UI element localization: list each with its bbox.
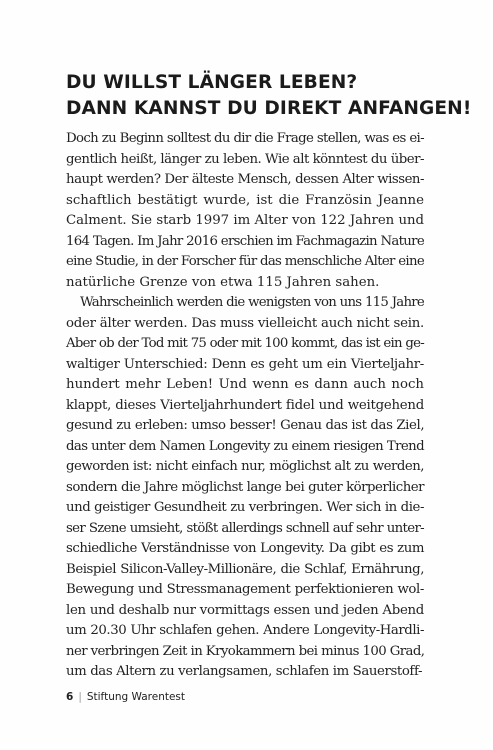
text-line: sondern die Jahre möglichst lange bei guter körperlicher: [66, 479, 424, 495]
text-line: schaftlich bestätigt wurde, ist die Französin Jeanne: [66, 192, 424, 208]
text-line: klappt, dieses Vierteljahrhundert fidel und weitgehend: [66, 397, 424, 413]
text-line: Calment. Sie starb 1997 im Alter von 122 Jahren und: [66, 213, 424, 228]
text-line: gentlich heißt, länger zu leben. Wie alt könntest du über-: [66, 151, 424, 167]
text-line: waltiger Unterschied: Denn es geht um ein Vierteljahr-: [66, 356, 424, 372]
text-line: len und deshalb nur vormittags essen und jeden Abend: [66, 602, 424, 618]
text-line: eine Studie, in der Forscher für das menschliche Alter eine: [66, 254, 424, 269]
text-line: oder älter werden. Das muss vielleicht auch nicht sein.: [66, 315, 424, 331]
text-line: haupt werden? Der älteste Mensch, dessen Alter wissen-: [66, 172, 424, 187]
text-line: um das Altern zu verlangsamen, schlafen im Sauerstoff-: [66, 664, 423, 679]
text-line: das unter dem Namen Longevity zu einem riesigen Trend: [66, 438, 424, 454]
text-line: ser Szene umsieht, stößt allerdings schnell auf sehr unter-: [66, 520, 424, 536]
body-text: [66, 129, 424, 683]
text-line: und geistiger Gesundheit zu verbringen. Wer sich in die-: [66, 500, 424, 515]
page-number: 6: [66, 691, 74, 703]
chapter-heading: [66, 70, 472, 122]
text-line: Beispiel Silicon-Valley-Millionäre, die Schlaf, Ernährung,: [66, 561, 424, 577]
text-line: ner verbringen Zeit in Kryokammern bei minus 100 Grad,: [66, 643, 425, 659]
text-line: um 20.30 Uhr schlafen gehen. Andere Longevity-Hardli-: [66, 623, 424, 638]
text-line: geworden ist: nicht einfach nur, möglichst alt zu werden,: [66, 459, 424, 474]
text-line: 164 Tagen. Im Jahr 2016 erschien im Fachmagazin Nature: [66, 233, 424, 249]
page-footer: [66, 690, 185, 704]
text-line: Aber ob der Tod mit 75 oder mit 100 kommt, das ist ein ge-: [66, 336, 424, 351]
text-line: Wahrscheinlich werden die wenigsten von uns 115 Jahre: [80, 295, 424, 310]
text-line: hundert mehr Leben! Und wenn es dann auch noch: [66, 377, 424, 392]
publisher-name: Stiftung Warentest: [86, 691, 186, 703]
paragraph-1: [66, 129, 424, 293]
footer-separator: |: [78, 691, 82, 703]
heading-line-1: DU WILLST LÄNGER LEBEN?: [66, 72, 358, 93]
text-line: gesund zu erleben: umso besser! Genau das ist das Ziel,: [66, 418, 425, 433]
paragraph-2: [66, 293, 424, 683]
text-line: schiedliche Verständnisse von Longevity. Da gibt es zum: [66, 541, 424, 556]
text-line: Bewegung und Stressmanagement perfektionieren wol-: [66, 582, 424, 597]
text-line: Doch zu Beginn solltest du dir die Frage stellen, was es ei-: [66, 131, 424, 146]
text-line: natürliche Grenze von etwa 115 Jahren sahen.: [66, 274, 380, 290]
heading-line-2: DANN KANNST DU DIREKT ANFANGEN!: [66, 98, 472, 119]
